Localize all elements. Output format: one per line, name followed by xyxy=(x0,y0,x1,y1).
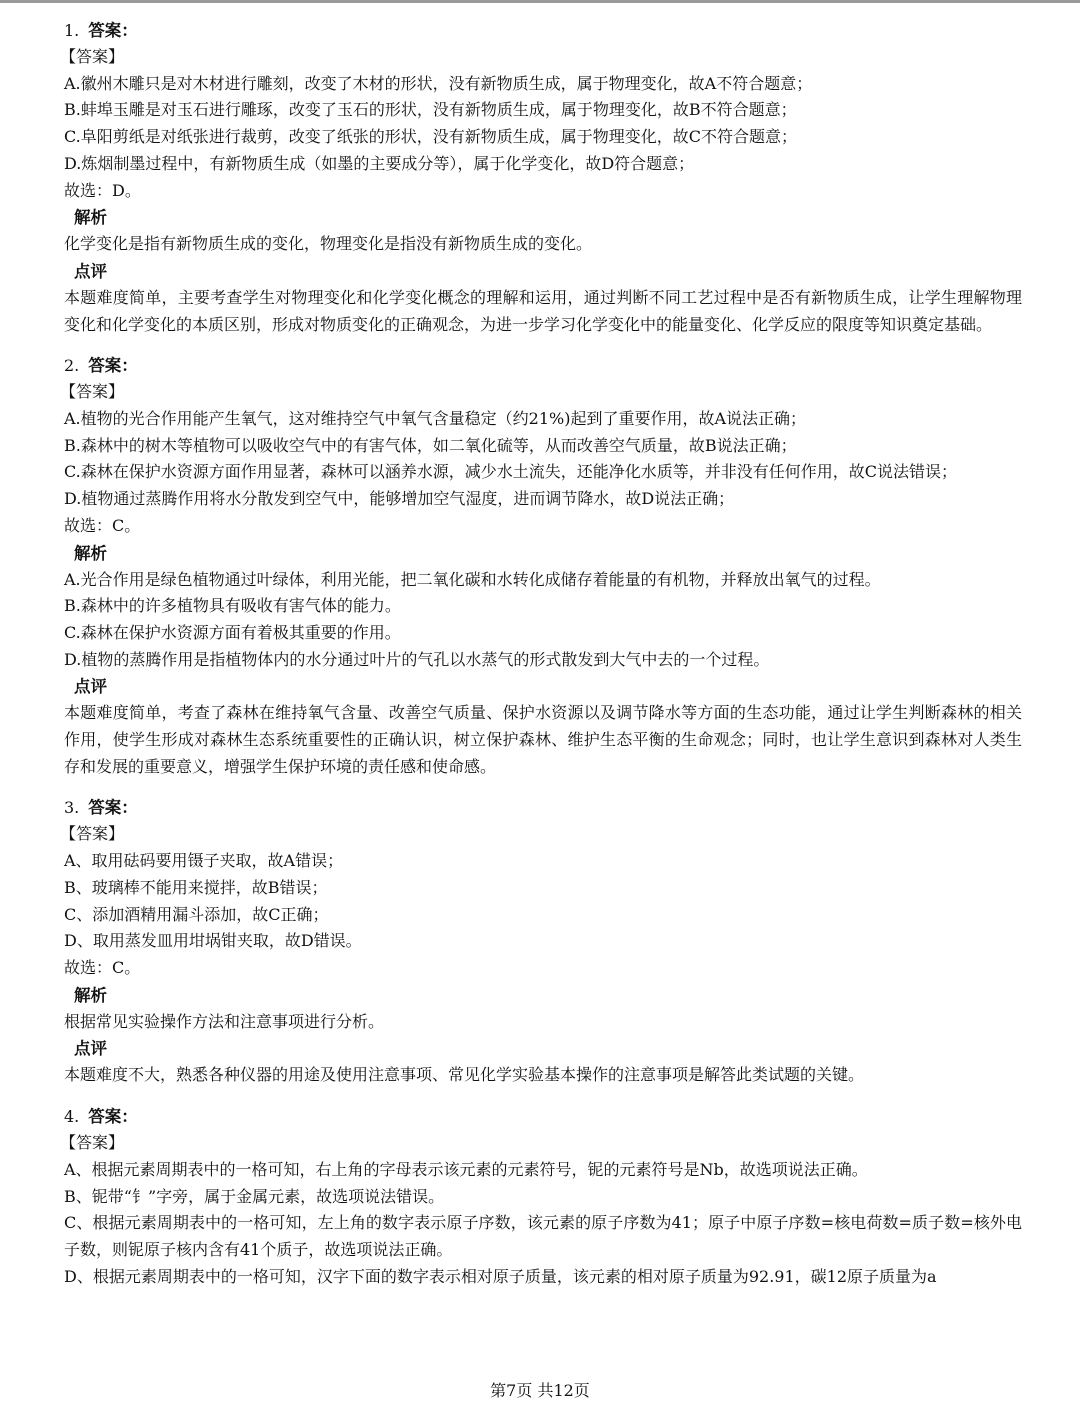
analysis-label: 解析 xyxy=(74,543,107,563)
top-rule xyxy=(0,0,1080,3)
option-c: C、添加酒精用漏斗添加，故C正确； xyxy=(64,904,329,924)
option-b: B.蚌埠玉雕是对玉石进行雕琢，改变了玉石的形状，没有新物质生成，属于物理变化，故B不符合题意； xyxy=(64,100,797,120)
comment-text: 本题难度不大，熟悉各种仪器的用途及使用注意事项、常见化学实验基本操作的注意事项是解答此类试题的关键。 xyxy=(64,1065,865,1085)
option-c: C、根据元素周期表中的一格可知，左上角的数字表示原子序数，该元素的原子序数为41；原子中原子序数=核电荷数=质子数=核外电子数，则铌原子核内含有41个质子，故选项说法正确。 xyxy=(64,1213,1022,1259)
analysis-label: 解析 xyxy=(74,985,107,1005)
choice-line: 故选：C。 xyxy=(64,957,141,977)
question-4 xyxy=(60,1103,1022,1290)
analysis-text: D.植物的蒸腾作用是指植物体内的水分通过叶片的气孔以水蒸气的形式散发到大气中去的一个过程。 xyxy=(64,649,770,669)
comment-text: 本题难度简单，主要考查学生对物理变化和化学变化概念的理解和运用，通过判断不同工艺过程中是否有新物质生成，让学生理解物理变化和化学变化的本质区别，形成对物质变化的正确观念，为进一步学习化学变化中的能量变化、化学反应的限度等知识奠定基础。 xyxy=(64,287,1022,334)
answer-bracket-label: 【答案】 xyxy=(60,382,125,402)
answer-page xyxy=(60,17,1022,1304)
question-header xyxy=(64,1103,1022,1130)
question-3 xyxy=(60,794,1022,1089)
page-footer: 第7页 共12页 xyxy=(490,1381,590,1400)
choice-line: 故选：C。 xyxy=(64,515,141,535)
question-number: 1. xyxy=(64,21,80,40)
option-a: A.植物的光合作用能产生氧气，这对维持空气中氧气含量稳定（约21%)起到了重要作用，故A说法正确； xyxy=(64,409,807,429)
option-b: B、玻璃棒不能用来搅拌，故B错误； xyxy=(64,877,328,897)
answer-label: 答案： xyxy=(88,356,138,376)
option-b: B、铌带“钅”字旁，属于金属元素，故选项说法错误。 xyxy=(64,1186,445,1206)
option-c: C.阜阳剪纸是对纸张进行裁剪，改变了纸张的形状，没有新物质生成，属于物理变化，故C不符合题意； xyxy=(64,127,798,147)
option-c: C.森林在保护水资源方面作用显著，森林可以涵养水源，减少水土流失，还能净化水质等，并非没有任何作用，故C说法错误； xyxy=(64,462,958,482)
comment-label: 点评 xyxy=(74,261,107,281)
option-d: D.植物通过蒸腾作用将水分散发到空气中，能够增加空气湿度，进而调节降水，故D说法正确； xyxy=(64,489,735,509)
question-number: 4. xyxy=(64,1107,80,1127)
question-header xyxy=(64,352,1022,379)
answer-bracket-label: 【答案】 xyxy=(60,1133,125,1153)
option-d: D、根据元素周期表中的一格可知，汉字下面的数字表示相对原子质量，该元素的相对原子质量为92.91，碳12原子质量为a xyxy=(64,1266,937,1286)
answer-label: 答案： xyxy=(88,798,138,818)
answer-bracket-label: 【答案】 xyxy=(60,47,125,66)
option-a: A.徽州木雕只是对木材进行雕刻，改变了木材的形状，没有新物质生成，属于物理变化，故A不符合题意； xyxy=(64,73,813,93)
analysis-text: 化学变化是指有新物质生成的变化，物理变化是指没有新物质生成的变化。 xyxy=(64,234,593,254)
question-header xyxy=(64,17,1022,44)
answer-label: 答案： xyxy=(88,1107,138,1127)
answer-label: 答案： xyxy=(88,21,138,40)
analysis-text: B.森林中的许多植物具有吸收有害气体的能力。 xyxy=(64,596,401,616)
analysis-text: A.光合作用是绿色植物通过叶绿体，利用光能，把二氧化碳和水转化成储存着能量的有机物，并释放出氧气的过程。 xyxy=(64,569,881,589)
comment-text: 本题难度简单，考查了森林在维持氧气含量、改善空气质量、保护水资源以及调节降水等方面的生态功能，通过让学生判断森林的相关作用，使学生形成对森林生态系统重要性的正确认识，树立保护森林、维护生态平衡的生命观念；同时，也让学生意识到森林对人类生存和发展的重要意义，增强学生保护环境的责任感和使命感。 xyxy=(64,703,1022,776)
question-number: 2. xyxy=(64,356,80,376)
answer-bracket-label: 【答案】 xyxy=(60,824,125,844)
analysis-text: 根据常见实验操作方法和注意事项进行分析。 xyxy=(64,1011,385,1031)
option-d: D、取用蒸发皿用坩埚钳夹取，故D错误。 xyxy=(64,931,362,951)
question-number: 3. xyxy=(64,798,80,818)
analysis-text: C.森林在保护水资源方面有着极其重要的作用。 xyxy=(64,622,401,642)
question-1 xyxy=(60,17,1022,338)
question-2 xyxy=(60,352,1022,780)
comment-label: 点评 xyxy=(74,1039,107,1059)
option-a: A、根据元素周期表中的一格可知，右上角的字母表示该元素的元素符号，铌的元素符号是Nb，故选项说法正确。 xyxy=(64,1159,868,1179)
option-a: A、取用砝码要用镊子夹取，故A错误； xyxy=(64,851,344,871)
comment-label: 点评 xyxy=(74,677,107,697)
choice-line: 故选：D。 xyxy=(64,180,141,200)
option-b: B.森林中的树木等植物可以吸收空气中的有害气体，如二氧化硫等，从而改善空气质量，故B说法正确； xyxy=(64,435,797,455)
analysis-label: 解析 xyxy=(74,208,107,228)
question-header xyxy=(64,794,1022,821)
option-d: D.炼烟制墨过程中，有新物质生成（如墨的主要成分等），属于化学变化，故D符合题意； xyxy=(64,153,695,173)
